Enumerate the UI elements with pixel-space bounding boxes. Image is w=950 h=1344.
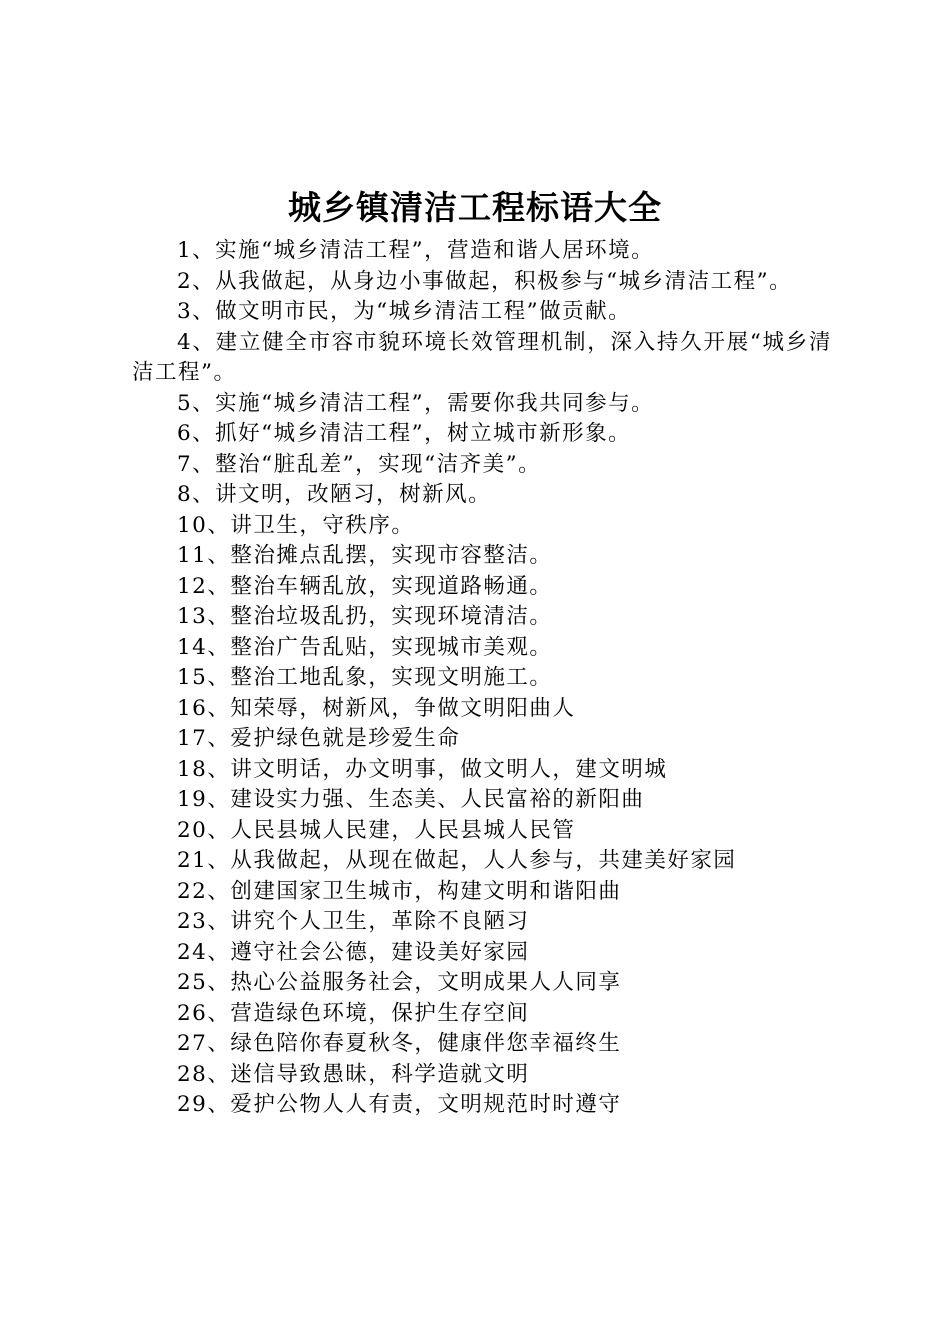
slogan-item: 23、讲究个人卫生，革除不良陋习: [177, 909, 530, 934]
slogan-item: 15、整治工地乱象，实现文明施工。: [177, 665, 553, 690]
slogan-list: [132, 236, 832, 1121]
slogan-item: 17、爱护绿色就是珍爱生命: [177, 726, 461, 751]
slogan-item: 12、整治车辆乱放，实现道路畅通。: [177, 573, 553, 599]
slogan-item: 1、实施“城乡清洁工程”，营造和谐人居环境。: [177, 238, 655, 263]
slogan-item: 26、营造绿色环境，保护生存空间: [177, 1000, 530, 1026]
slogan-item: 21、从我做起，从现在做起，人人参与，共建美好家园: [177, 848, 737, 873]
slogan-item: 10、讲卫生，守秩序。: [177, 512, 415, 538]
slogan-item: 16、知荣辱，树新风，争做文明阳曲人: [177, 695, 576, 721]
slogan-item: 19、建设实力强、生态美、人民富裕的新阳曲: [177, 787, 645, 812]
slogan-item: 11、整治摊点乱摆，实现市容整洁。: [177, 543, 553, 568]
slogan-item: 18、讲文明话，办文明事，做文明人，建文明城: [177, 756, 668, 782]
slogan-item: 28、迷信导致愚昧，科学造就文明: [177, 1061, 530, 1087]
slogan-item: 6、抓好“城乡清洁工程”，树立城市新形象。: [177, 421, 632, 446]
document-title: 城乡镇清洁工程标语大全: [288, 188, 662, 227]
slogan-item: 3、做文明市民，为“城乡清洁工程”做贡献。: [177, 299, 632, 324]
slogan-item: 20、人民县城人民建，人民县城人民管: [177, 817, 576, 843]
slogan-item: 29、爱护公物人人有责，文明规范时时遵守: [177, 1092, 622, 1117]
slogan-item: 14、整治广告乱贴，实现城市美观。: [177, 634, 553, 660]
slogan-item: 2、从我做起，从身边小事做起，积极参与“城乡清洁工程”。: [177, 268, 793, 294]
slogan-item: 27、绿色陪你春夏秋冬，健康伴您幸福终生: [177, 1031, 622, 1056]
slogan-item: 4、建立健全市容市貌环境长效管理机制，深入持久开展“城乡清洁工程”。: [132, 329, 832, 385]
slogan-item: 22、创建国家卫生城市，构建文明和谐阳曲: [177, 878, 622, 904]
slogan-item: 5、实施“城乡清洁工程”，需要你我共同参与。: [177, 390, 655, 416]
slogan-item: 7、整治“脏乱差”，实现“洁齐美”。: [177, 451, 542, 477]
slogan-item: 25、热心公益服务社会，文明成果人人同享: [177, 970, 622, 995]
slogan-item: 13、整治垃圾乱扔，实现环境清洁。: [177, 604, 553, 629]
slogan-item: 24、遵守社会公德，建设美好家园: [177, 939, 530, 965]
slogan-item: 8、讲文明，改陋习，树新风。: [177, 482, 492, 507]
